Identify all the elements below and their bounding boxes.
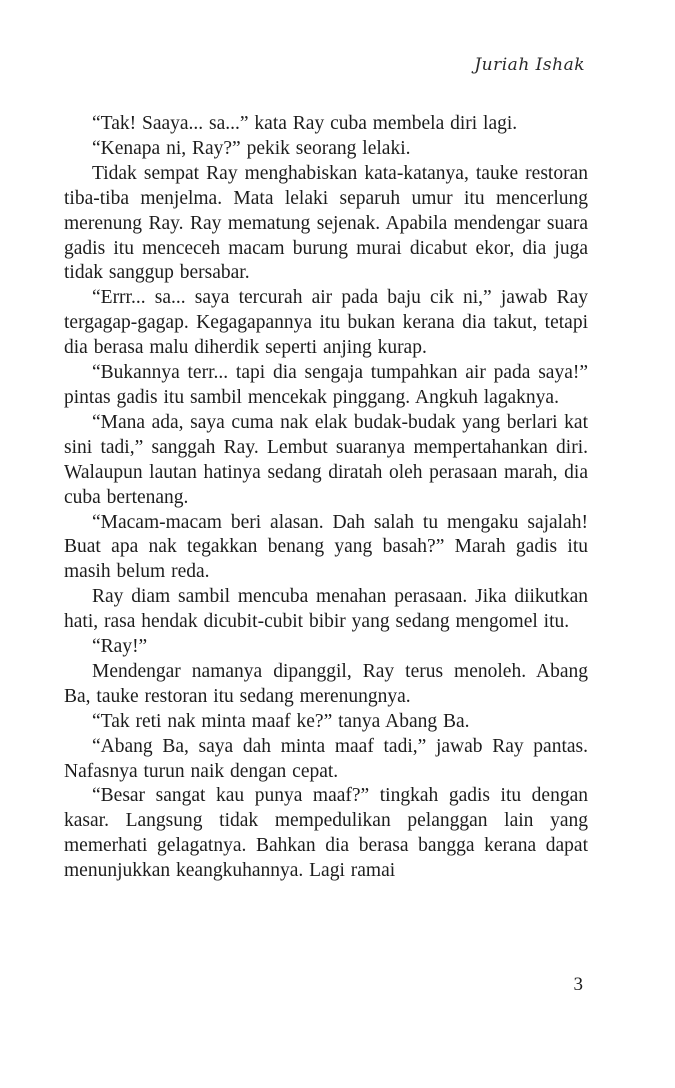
paragraph-9: “Ray!”	[92, 636, 148, 658]
running-head-author: Juriah Ishak	[474, 55, 585, 75]
paragraph-4: “Errr... sa... saya tercurah air pada baju cik ni,” jawab Ray tergagap-gagap. Kegagapannya itu bukan kerana dia takut, tetapi dia berasa malu diherdik seperti anjing kurap.	[64, 287, 588, 359]
paragraph-13: “Besar sangat kau punya maaf?” tingkah gadis itu dengan kasar. Langsung tidak mempedulikan pelanggan lain yang memerhati gelagatnya. Bahkan dia berasa bangga kerana dapat menunjukkan keangkuhannya. Lagi ramai	[64, 785, 588, 882]
paragraph-1: “Tak! Saaya... sa...” kata Ray cuba membela diri lagi.	[92, 113, 518, 134]
paragraph-7: “Macam-macam beri alasan. Dah salah tu mengaku sajalah! Buat apa nak tegakkan benang yang basah?” Marah gadis itu masih belum reda.	[64, 511, 588, 583]
paragraph-10: Mendengar namanya dipanggil, Ray terus menoleh. Abang Ba, tauke restoran itu sedang merenungnya.	[64, 660, 588, 707]
paragraph-3: Tidak sempat Ray menghabiskan kata-katanya, tauke restoran tiba-tiba menjelma. Mata lelaki separuh umur itu mencerlung merenung Ray. Ray mematung sejenak. Apabila mendengar suara gadis itu menceceh macam burung murai dicabut ekor, dia juga tidak sanggup bersabar.	[64, 162, 588, 284]
paragraph-2: “Kenapa ni, Ray?” pekik seorang lelaki.	[92, 137, 411, 159]
body-text	[64, 112, 588, 884]
paragraph-8: Ray diam sambil mencuba menahan perasaan. Jika diikutkan hati, rasa hendak dicubit-cubit bibir yang sedang mengomel itu.	[64, 586, 588, 633]
page-number: 3	[573, 974, 583, 995]
paragraph-11: “Tak reti nak minta maaf ke?” tanya Abang Ba.	[92, 710, 470, 732]
paragraph-6: “Mana ada, saya cuma nak elak budak-budak yang berlari kat sini tadi,” sanggah Ray. Lembut suaranya mempertahankan diri. Walaupun lautan hatinya sedang diratah oleh perasaan marah, dia cuba bertenang.	[64, 411, 588, 508]
paragraph-5: “Bukannya terr... tapi dia sengaja tumpahkan air pada saya!” pintas gadis itu sambil mencekak pinggang. Angkuh lagaknya.	[64, 362, 588, 408]
paragraph-12: “Abang Ba, saya dah minta maaf tadi,” jawab Ray pantas. Nafasnya turun naik dengan cepat.	[64, 735, 588, 782]
